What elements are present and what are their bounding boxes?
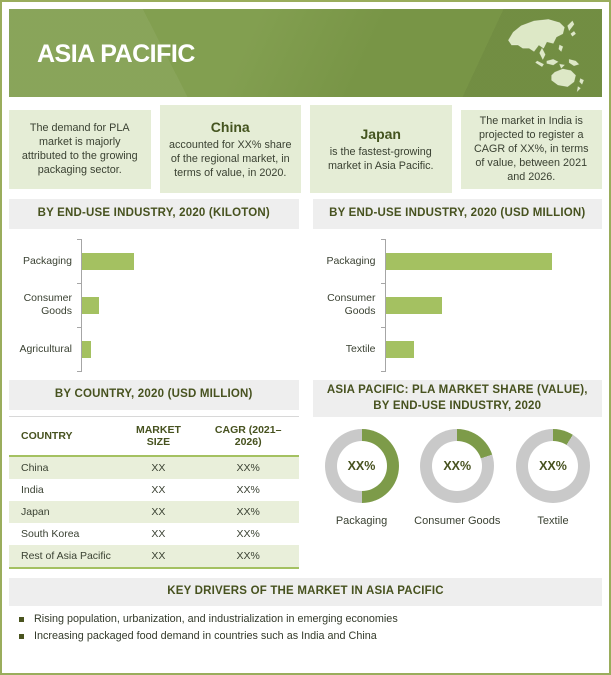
bar-row xyxy=(313,327,603,371)
end-use-kiloton-bar-chart xyxy=(9,235,299,373)
country-cell: India xyxy=(21,484,44,496)
usd-chart-section xyxy=(313,199,603,373)
bar xyxy=(386,297,442,314)
key-driver-text: Rising population, urbanization, and industrialization in emerging economies xyxy=(34,613,398,625)
country-cell: China xyxy=(9,456,119,479)
market-size-cell: XX xyxy=(119,456,198,479)
market-size-cell: XX xyxy=(151,528,166,540)
table-row xyxy=(9,501,299,523)
highlight-box xyxy=(9,110,151,189)
table-column-header: MARKET SIZE xyxy=(119,417,198,457)
donut-label: Consumer Goods xyxy=(414,515,501,528)
highlight-box-japan xyxy=(310,105,452,193)
key-drivers-section xyxy=(9,578,602,642)
usd-chart-title: BY END-USE INDUSTRY, 2020 (USD MILLION) xyxy=(313,199,603,229)
key-drivers-title: KEY DRIVERS OF THE MARKET IN ASIA PACIFIC xyxy=(9,578,602,606)
highlight-text: accounted for XX% share of the regional market, in terms of value, in 2020. xyxy=(169,139,292,180)
highlight-heading: Japan xyxy=(360,125,401,142)
bar xyxy=(82,341,91,358)
country-market-table xyxy=(9,416,299,569)
donut-ring xyxy=(420,429,494,503)
market-share-section xyxy=(313,380,603,569)
highlight-heading: China xyxy=(210,118,250,135)
table-row xyxy=(9,545,299,568)
highlight-box xyxy=(461,110,603,189)
bar-track xyxy=(81,239,299,283)
table-header-row xyxy=(9,417,299,457)
bar-category-label: Packaging xyxy=(326,254,376,267)
highlight-box-china xyxy=(160,105,302,193)
key-drivers-list xyxy=(9,613,602,642)
table-donut-row xyxy=(9,380,602,569)
donut-label: Packaging xyxy=(335,515,388,528)
axis-end-tick xyxy=(381,371,386,372)
bar-track xyxy=(81,327,299,371)
market-size-cell: XX xyxy=(119,501,198,523)
table-row xyxy=(9,523,299,545)
donut-hole xyxy=(432,441,482,491)
bar xyxy=(386,341,414,358)
country-cell: Japan xyxy=(9,501,119,523)
key-driver-item xyxy=(13,630,598,642)
donut-ring xyxy=(325,429,399,503)
bar-category-label: Agricultural xyxy=(19,342,72,355)
region-banner xyxy=(9,9,602,97)
country-cell: Rest of Asia Pacific xyxy=(9,545,119,568)
cagr-cell: XX% xyxy=(236,528,260,540)
cagr-cell: XX% xyxy=(236,484,260,496)
donut-charts xyxy=(313,423,603,529)
bar-row xyxy=(313,283,603,327)
bullet-square-icon xyxy=(19,634,24,639)
donut-chart-packaging xyxy=(317,429,407,529)
table-column-header: COUNTRY xyxy=(9,417,119,457)
table-row xyxy=(9,456,299,479)
bar-category-label: Consumer Goods xyxy=(23,292,72,317)
highlight-text: The market in India is projected to register a CAGR of XX%, in terms of value, between 2021 and 2026. xyxy=(473,114,589,184)
cagr-cell: XX% xyxy=(198,501,299,523)
highlight-text: is the fastest-growing market in Asia Pacific. xyxy=(327,146,434,173)
bar xyxy=(386,253,553,270)
cagr-cell: XX% xyxy=(198,456,299,479)
table-row xyxy=(9,479,299,501)
market-share-title: ASIA PACIFIC: PLA MARKET SHARE (VALUE), BY END-USE INDUSTRY, 2020 xyxy=(313,380,603,417)
donut-value: XX% xyxy=(443,459,472,474)
key-driver-text: Increasing packaged food demand in countries such as India and China xyxy=(34,630,377,642)
bar xyxy=(82,253,134,270)
country-cell: South Korea xyxy=(21,528,80,540)
donut-ring xyxy=(516,429,590,503)
donut-hole xyxy=(337,441,387,491)
bar-row xyxy=(9,283,299,327)
kiloton-chart-section xyxy=(9,199,299,373)
cagr-cell: XX% xyxy=(198,545,299,568)
market-size-cell: XX xyxy=(151,484,166,496)
key-driver-item xyxy=(13,613,598,625)
bar-row xyxy=(9,327,299,371)
page-title: ASIA PACIFIC xyxy=(37,40,195,68)
bar xyxy=(82,297,99,314)
bar-track xyxy=(81,283,299,327)
kiloton-chart-title: BY END-USE INDUSTRY, 2020 (KILOTON) xyxy=(9,199,299,229)
donut-chart-textile xyxy=(508,429,598,529)
end-use-usd-bar-chart xyxy=(313,235,603,373)
market-size-cell: XX xyxy=(119,545,198,568)
donut-hole xyxy=(528,441,578,491)
bar-charts-row xyxy=(9,199,602,373)
donut-chart-consumer-goods xyxy=(412,429,502,529)
donut-value: XX% xyxy=(347,459,376,474)
bar-row xyxy=(313,239,603,283)
bar-track xyxy=(385,239,603,283)
bar-track xyxy=(385,283,603,327)
bar-category-label: Packaging xyxy=(22,254,72,267)
bar-category-label: Textile xyxy=(345,342,376,355)
axis-end-tick xyxy=(77,371,82,372)
bar-track xyxy=(385,327,603,371)
country-table-title: BY COUNTRY, 2020 (USD MILLION) xyxy=(9,380,299,410)
bar-category-label: Consumer Goods xyxy=(327,292,376,317)
table-column-header: CAGR (2021–2026) xyxy=(198,417,299,457)
donut-value: XX% xyxy=(539,459,567,474)
highlight-boxes-row xyxy=(9,105,602,193)
bullet-square-icon xyxy=(19,617,24,622)
highlight-text: The demand for PLA market is majorly attributed to the growing packaging sector. xyxy=(21,121,138,177)
bar-row xyxy=(9,239,299,283)
asia-pacific-map-icon xyxy=(502,13,590,93)
country-table-section xyxy=(9,380,299,569)
donut-label: Textile xyxy=(537,515,569,528)
